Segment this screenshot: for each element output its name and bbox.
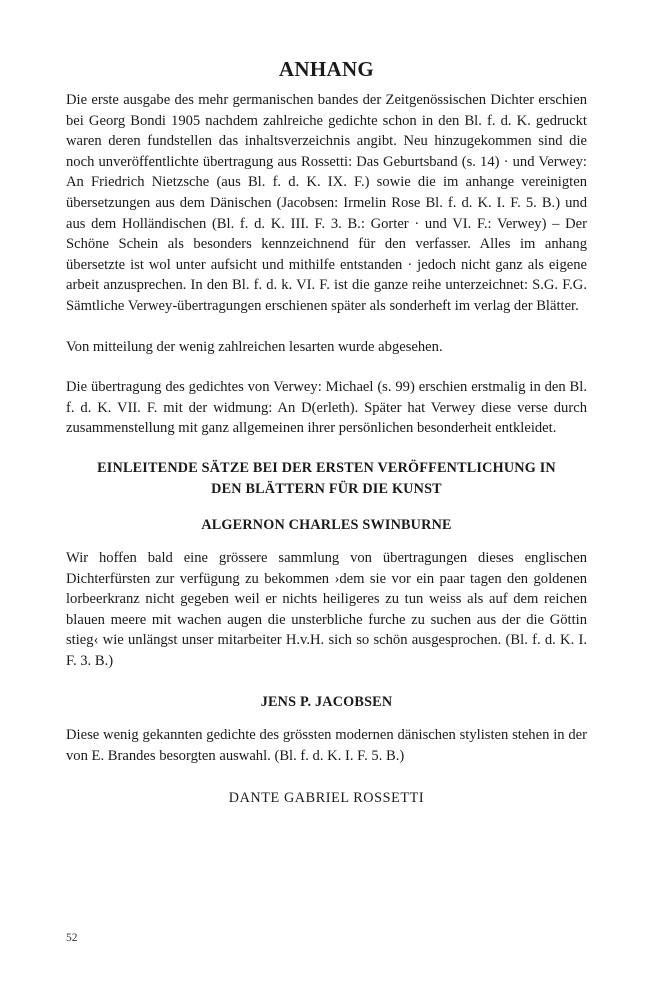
paragraph-verwey: Die übertragung des gedichtes von Verwey: Michael (s. 99) erschien erstmalig in den Bl. f. d. K. VII. F. mit der widmung: An D(erleth). Später hat Verwey diese verse durch zusammenstellung mit ganz allgemeinen ihrer persönlichen besonderheit entkleidet.: [66, 379, 587, 437]
section-heading: [66, 458, 587, 500]
page-number: 52: [66, 932, 78, 944]
rossetti-heading: DANTE GABRIEL ROSSETTI: [228, 789, 425, 806]
swinburne-heading: ALGERNON CHARLES SWINBURNE: [201, 516, 452, 533]
swinburne-text: Wir hoffen bald eine grössere sammlung von übertragungen dieses englischen Dichterfürsten zur verfügung zu bekommen ›dem sie vor ein paar tagen den goldenen lorbeerkranz nicht gegeben weil er nichts heiligeres zu tun weiss als auf dem reichen blauen meere mit wachen augen die unsterbliche furche zu suchen aus der die Göttin stieg‹ wie unlängst unser mitarbeiter H.v.H. sich so schön ausgesprochen. (Bl. f. d. K. I. F. 3. B.): [66, 549, 587, 669]
page-title: ANHANG: [278, 57, 375, 81]
section-heading-line-2: DEN BLÄTTERN FÜR DIE KUNST: [211, 480, 442, 497]
jacobsen-text: Diese wenig gekannten gedichte des grössten modernen dänischen stylisten stehen in der von E. Brandes besorgten auswahl. (Bl. f. d. K. I. F. 5. B.): [66, 727, 587, 765]
page-content: [66, 54, 587, 809]
paragraph-intro: Die erste ausgabe des mehr germanischen bandes der Zeitgenössischen Dichter erschien bei Georg Bondi 1905 nachdem zahlreiche gedichte schon in den Bl. f. d. K. gedruckt waren deren fundstellen das inhaltsverzeichnis angibt. Neu hinzugekommen sind die noch unveröffentlichte übertragung aus Rossetti: Das Geburtsband (s. 14) · und Verwey: An Friedrich Nietzsche (aus Bl. f. d. K. IX. F.) sowie die im anhange vereinigten übersetzungen aus dem Dänischen (Jacobsen: Irmelin Rose Bl. f. d. K. I. F. 5. B.) und aus dem Holländischen (Bl. f. d. K. III. F. 3. B.: Gorter · und VI. F.: Verwey) – Der Schöne Schein als besonders kennzeichnend für den verfasser. Alles im anhang übersetzte ist wol unter aufsicht und mithilfe entstanden · jedoch nicht ganz als eigene arbeit anzusprechen. In den Bl. f. d. k. VI. F. ist die ganze reihe unterzeichnet: S.G. F.G. Sämtliche Verwey-übertragungen erschienen später als sonderheft im verlag der Blätter.: [66, 92, 587, 314]
jacobsen-heading: JENS P. JACOBSEN: [260, 694, 393, 711]
paragraph-lesarten: Von mitteilung der wenig zahlreichen lesarten wurde abgesehen.: [66, 338, 443, 355]
section-heading-line-1: EINLEITENDE SÄTZE BEI DER ERSTEN VERÖFFENTLICHUNG IN: [97, 459, 556, 476]
